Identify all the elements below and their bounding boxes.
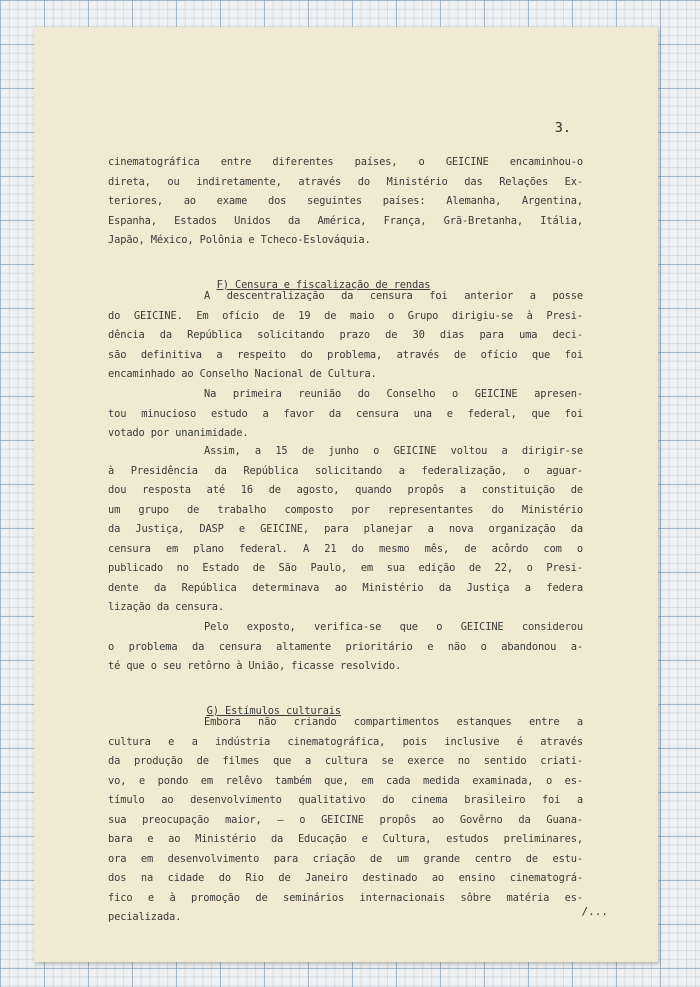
section-heading-f: F) Censura e fiscalização de rendas	[216, 278, 431, 291]
text-line: dente da República determinava ao Ministério da Justiça a federa	[108, 581, 583, 594]
text-line: lização da censura.	[108, 601, 225, 613]
text-line: são definitiva a respeito do problema, através de ofício que foi	[108, 348, 583, 361]
text-line: Embora não criando compartimentos estanques entre a	[204, 716, 583, 728]
text-line: encaminhado ao Conselho Nacional de Cultura.	[108, 368, 377, 380]
paragraph-cultural-stimulus	[108, 713, 583, 928]
text-line: vo, e pondo em relêvo também que, em cada medida examinada, o es-	[108, 774, 583, 787]
text-line: do GEICINE. Em ofício de 19 de maio o Grupo dirigiu-se à Presi-	[108, 309, 583, 322]
paragraph-country-list	[108, 153, 583, 251]
text-line: teriores, ao exame dos seguintes países: Alemanha, Argentina,	[108, 195, 583, 207]
text-line: ora em desenvolvimento para criação de um grande centro de estu-	[108, 852, 583, 865]
text-line: da Justiça, DASP e GEICINE, para planejar a nova organização da	[108, 523, 583, 535]
text-line: cultura e a indústria cinematográfica, pois inclusive é através	[108, 735, 583, 748]
text-line: A descentralização da censura foi anterior a posse	[204, 290, 583, 302]
text-line: Assim, a 15 de junho o GEICINE voltou a dirigir-se	[204, 445, 583, 457]
text-line: Espanha, Estados Unidos da América, França, Grã-Bretanha, Itália,	[108, 214, 583, 227]
page-number: 3.	[554, 120, 571, 136]
text-line: bara e ao Ministério da Educação e Cultura, estudos preliminares,	[108, 833, 583, 845]
document-page	[34, 27, 658, 962]
text-line: tou minucioso estudo a favor da censura una e federal, que foi	[108, 407, 583, 420]
text-line: fico e à promoção de seminários internacionais sôbre matéria es-	[108, 891, 583, 904]
text-line: pecializada.	[108, 911, 182, 923]
paragraph-federalization	[108, 442, 583, 618]
section-heading-g: G) Estímulos culturais	[206, 704, 341, 717]
text-line: dência da República solicitando prazo de 30 dias para uma deci-	[108, 329, 583, 341]
text-line: votado por unanimidade.	[108, 427, 249, 439]
text-line: Pelo exposto, verifica-se que o GEICINE considerou	[204, 621, 583, 633]
text-line: té que o seu retôrno à União, ficasse resolvido.	[108, 660, 402, 672]
text-line: o problema da censura altamente prioritário e não o abandonou a-	[108, 640, 583, 653]
text-line: censura em plano federal. A 21 do mesmo mês, de acôrdo com o	[108, 542, 583, 555]
text-line: dos na cidade do Rio de Janeiro destinado ao ensino cinematográ-	[108, 872, 583, 884]
section-heading-g-wrapper	[108, 682, 583, 717]
text-line: um grupo de trabalho composto por representantes do Ministério	[108, 503, 583, 516]
text-line: publicado no Estado de São Paulo, em sua edição de 22, o Presi-	[108, 562, 583, 574]
continuation-mark: /...	[581, 905, 608, 918]
text-line: Japão, México, Polônia e Tcheco-Eslováquia.	[108, 234, 371, 246]
text-line: à Presidência da República solicitando a federalização, o aguar-	[108, 464, 583, 477]
text-line: sua preocupação maior, — o GEICINE propôs ao Govêrno da Guana-	[108, 813, 583, 826]
text-line: cinematográfica entre diferentes países, o GEICINE encaminhou-o	[108, 156, 583, 168]
paragraph-censorship	[108, 287, 583, 385]
text-line: Na primeira reunião do Conselho o GEICINE apresen-	[204, 388, 583, 400]
text-line: da produção de filmes que a cultura se exerce no sentido criati-	[108, 755, 583, 767]
text-line: dou resposta até 16 de agosto, quando propôs a constituição de	[108, 484, 583, 496]
paragraph-council-meeting	[108, 385, 583, 444]
paragraph-conclusion	[108, 618, 583, 677]
text-line: direta, ou indiretamente, através do Ministério das Relações Ex-	[108, 175, 583, 188]
section-heading-f-wrapper	[108, 256, 583, 291]
text-line: tímulo ao desenvolvimento qualitativo do cinema brasileiro foi a	[108, 794, 583, 806]
